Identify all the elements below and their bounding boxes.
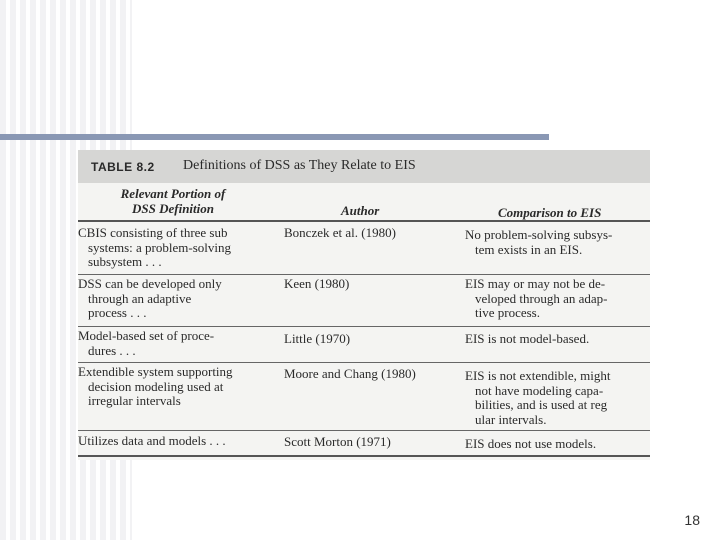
row-4-definition-line: decision modeling used at [88,378,224,394]
row-5-definition-line: Utilizes data and models . . . [78,433,226,448]
row-5-comparison-line: EIS does not use models. [465,436,597,451]
row-2-definition-line: DSS can be developed only [78,276,222,291]
row-4-comparison [465,369,650,427]
row-2-comparison-line: tive process. [475,305,540,320]
row-2-definition [78,277,278,321]
row-5-comparison [465,437,650,452]
row-4-definition-line: Extendible system supporting [78,364,233,379]
row-3-comparison-line: EIS is not model-based. [465,331,590,346]
row-2-author [284,277,454,292]
table-label: TABLE 8.2 [91,160,155,174]
header-rule [78,220,650,222]
row-5-author [284,435,454,450]
row-4-comparison-line: bilities, and is used at reg [475,397,608,412]
row-1-definition-line: systems: a problem-solving [88,239,231,255]
header-comparison: Comparison to EIS [498,205,602,220]
row-2-author-line: Keen (1980) [284,276,350,291]
page-number: 18 [684,512,700,528]
row-3-author-line: Little (1970) [284,331,351,346]
row-divider [78,362,650,363]
header-author: Author [341,203,380,218]
row-2-definition-line: through an adaptive [88,290,192,306]
row-1-comparison [465,228,650,257]
row-1-author [284,226,454,241]
row-3-author [284,332,454,347]
row-1-comparison-line: tem exists in an EIS. [475,241,583,257]
row-4-author-line: Moore and Chang (1980) [284,366,416,381]
row-2-definition-line: process . . . [88,305,147,320]
table-title: Definitions of DSS as They Relate to EIS [183,158,416,173]
row-3-comparison [465,332,650,347]
row-1-definition-line: CBIS consisting of three sub [78,225,228,240]
row-2-comparison-line: veloped through an adap- [475,290,608,306]
row-1-definition [78,226,278,270]
row-1-definition-line: subsystem . . . [88,254,162,269]
row-3-definition [78,329,278,358]
row-4-comparison-line: EIS is not extendible, might [465,368,611,383]
title-rule [0,134,549,140]
row-2-comparison [465,277,650,321]
row-3-definition-line: Model-based set of proce- [78,328,215,343]
table-bottom-rule [78,455,650,457]
scanned-table [78,150,650,460]
row-divider [78,326,650,327]
header-definition [98,186,248,216]
row-4-definition [78,365,278,409]
row-divider [78,274,650,275]
row-4-comparison-line: ular intervals. [475,411,547,427]
header-definition-line1: Relevant Portion of [120,186,226,201]
row-4-comparison-line: not have modeling capa- [475,382,604,398]
row-4-definition-line: irregular intervals [88,393,181,408]
row-5-definition [78,434,278,449]
table-caption-bar [78,150,650,183]
row-5-author-line: Scott Morton (1971) [284,434,391,449]
row-3-definition-line: dures . . . [88,342,136,358]
row-divider [78,430,650,431]
row-4-author [284,367,454,382]
header-definition-line2: DSS Definition [132,201,214,216]
row-2-comparison-line: EIS may or may not be de- [465,276,606,291]
row-1-comparison-line: No problem-solving subsys- [465,227,613,242]
row-1-author-line: Bonczek et al. (1980) [284,225,396,240]
